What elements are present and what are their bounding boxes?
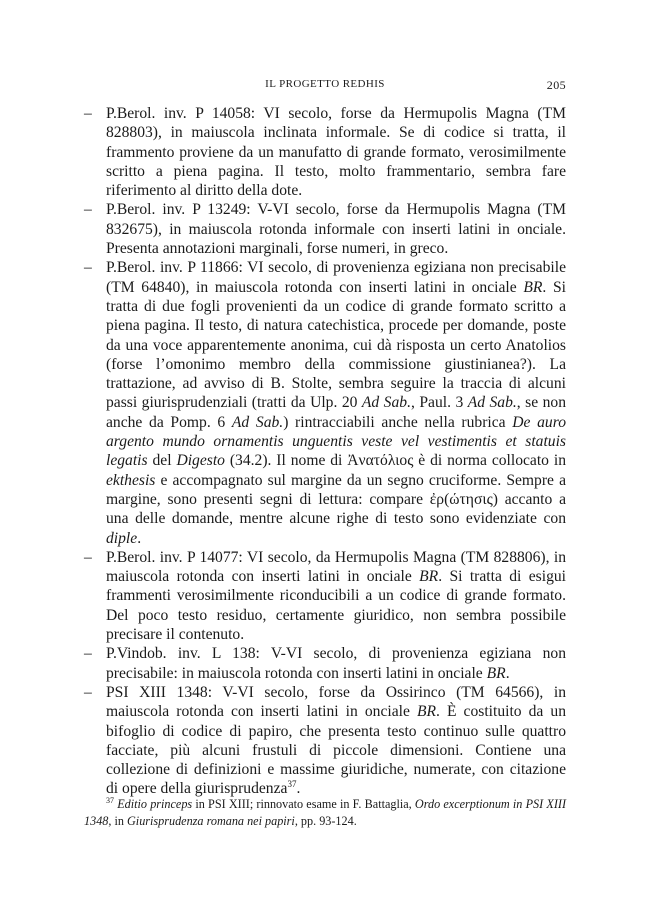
list-item-psi-xiii-1348 (84, 683, 566, 799)
script-abbrev: BR (416, 703, 436, 721)
work-title: Ad Sab. (361, 394, 411, 412)
work-title: Digesto (176, 452, 225, 470)
papyri-list (84, 104, 566, 799)
page-number: 205 (546, 78, 566, 92)
list-item-p-berol-14077 (84, 548, 566, 644)
entry-text: P.Berol. inv. P 11866: VI secolo, di provenienza egiziana non precisabile (TM 64840), in maiuscola rotonda con inserti latini in onciale (106, 259, 566, 296)
list-dash: – (84, 683, 92, 701)
entry-text: . (296, 780, 301, 798)
list-item-p-berol-11866 (84, 258, 566, 547)
term: ekthesis (106, 471, 156, 489)
footnote-italic: Giurisprudenza romana nei papiri (127, 814, 295, 828)
entry-text: P.Berol. inv. P 13249: V-VI secolo, forse da Hermupolis Magna (TM 832675), in maiuscola rotonda informale con inserti latini in onciale. Presenta annotazioni marginali, forse numeri, in greco. (106, 201, 566, 258)
work-title: Ad Sab. (231, 413, 284, 431)
entry-text: . Si tratta di esigui frammenti verosimilmente riconducibili a un codice di grande formato. Del poco testo residuo, certamente giuridico, non sembra possibile precisare il contenuto. (106, 568, 566, 644)
list-dash: – (84, 548, 92, 566)
footnote-text: in PSI XIII; rinnovato esame in F. Battaglia, (192, 797, 415, 811)
entry-text: . (505, 664, 510, 682)
footnote-text: , pp. 93-124. (294, 814, 357, 828)
term: diple (106, 529, 138, 547)
entry-text: del (147, 452, 177, 470)
list-dash: – (84, 259, 92, 277)
entry-text: P.Berol. inv. P 14058: VI secolo, forse da Hermupolis Magna (TM 828803), in maiuscola inclinata informale. Se di codice si tratta, il frammento proviene da un manufatto di grande formato, verosimilmente scritto a piena pagina. Il testo, molto frammentario, sembra fare riferimento al diritto della dote. (106, 105, 566, 200)
footnote-italic: Ordo excerptionum in PSI XIII 1348 (84, 797, 567, 828)
entry-text: P.Berol. inv. P 14077: VI secolo, da Hermupolis Magna (TM 828806), in maiuscola rotonda con inserti latini in onciale (106, 548, 566, 586)
footnote-mark: 37 (106, 795, 114, 805)
list-dash: – (84, 645, 92, 663)
script-abbrev: BR (523, 278, 543, 296)
entry-text: (34.2). Il nome di Ἀνατόλιος è di norma collocato in (224, 452, 566, 470)
script-abbrev: BR (486, 664, 506, 682)
script-abbrev: BR (419, 568, 439, 586)
rubric-title: De auro argento mundo ornamentis unguentis veste vel vestimentis et statuis legatis (106, 413, 566, 470)
footnote-text: , in (108, 814, 127, 828)
entry-text: , se non anche da Pomp. 6 (106, 394, 567, 431)
list-item-p-vindob-l138 (84, 644, 566, 683)
list-item-p-berol-13249 (84, 200, 566, 258)
list-item-p-berol-14058 (84, 104, 566, 200)
footnote-37 (84, 796, 566, 830)
entry-text: . Si tratta di due fogli provenienti da un codice di grande formato scritto a piena pagina. Il testo, di natura catechistica, procede per domande, poste da una voce apparentemente anonima, cui dà risposta un certo Anatolios (forse l’omonimo membro della commissione giustinianea?). La trattazione, ad avviso di B. Stolte, sembra seguire la traccia di alcuni passi giurisprudenziali (tratti da Ulp. 20 (106, 278, 566, 412)
work-title: Ad Sab. (467, 394, 517, 412)
entry-text: P.Vindob. inv. L 138: V-VI secolo, di provenienza egiziana non precisabile: in maiuscola rotonda con inserti latini in onciale (106, 645, 566, 682)
running-title: IL PROGETTO REDHIS (265, 78, 385, 90)
footnote-reference[interactable]: 37 (287, 779, 297, 790)
list-dash: – (84, 201, 92, 219)
footnote-italic: Editio princeps (117, 797, 193, 811)
entry-text: , Paul. 3 (410, 394, 468, 412)
entry-text: e accompagnato sul margine da un segno cruciforme. Sempre a margine, sono presenti segni di lettura: compare ἐρ(ώτησις) accanto a una delle domande, mentre alcune righe di testo sono evidenziate con (106, 471, 566, 528)
entry-text: . (137, 529, 142, 547)
list-dash: – (84, 105, 92, 122)
entry-text: . È costituito da un bifoglio di codice di papiro, che presenta testo continuo sulle quattro facciate, più alcuni frustuli di piccole dimensioni. Contiene una collezione di definizioni e massime giuridiche, numerate, con citazione di opere della giurisprudenza (106, 703, 566, 798)
entry-text: ) rintracciabili anche nella rubrica (283, 413, 513, 431)
entry-text: PSI XIII 1348: V-VI secolo, forse da Ossirinco (TM 64566), in maiuscola rotonda con inserti latini in onciale (106, 683, 566, 721)
running-head (84, 78, 566, 93)
